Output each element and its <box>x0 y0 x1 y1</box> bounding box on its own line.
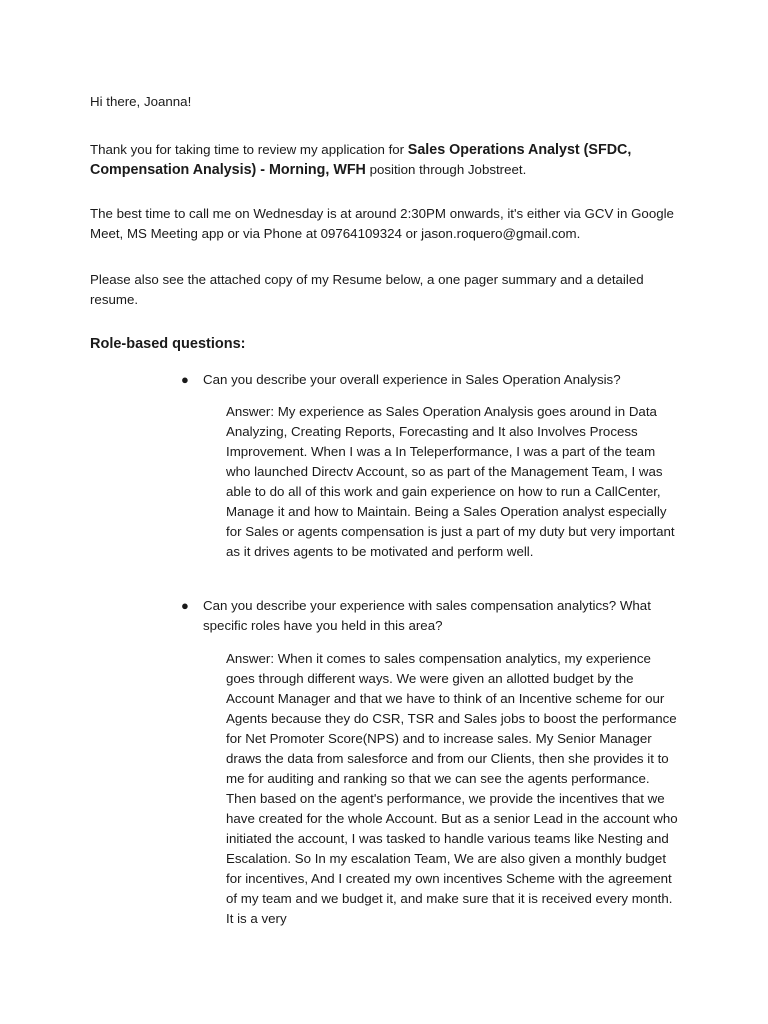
intro-paragraph <box>90 140 690 180</box>
position-title: Sales Operations Analyst (SFDC, Compensation Analysis) - Morning, WFH <box>90 142 632 178</box>
question-text: Can you describe your experience with sales compensation analytics? What specific roles have you held in this area? <box>203 598 651 633</box>
attachments-paragraph: Please also see the attached copy of my Resume below, a one pager summary and a detailed resume. <box>90 272 644 307</box>
intro-suffix: position through Jobstreet. <box>365 162 527 177</box>
question-text: Can you describe your overall experience in Sales Operation Analysis? <box>203 372 621 387</box>
call-time-paragraph: The best time to call me on Wednesday is at around 2:30PM onwards, it's either via GCV in Google Meet, MS Meeting app or via Phone at 09764109324 or jason.roquero@gmail.com. <box>90 206 674 241</box>
bullet-icon: ● <box>181 598 189 613</box>
question-item <box>181 370 681 390</box>
answer-text: Answer: My experience as Sales Operation Analysis goes around in Data Analyzing, Creating Reports, Forecasting and It also Involves Process Improvement. When I was a In Teleperformance, I was a part of the team who launched Directv Account, so as part of the Management Team, I was able to do all of this work and gain experience on how to run a CallCenter, Manage it and how to Maintain. Being a Sales Operation analyst especially for Sales or agents compensation is just a part of my duty but very important as it drives agents to be motivated and perform well. <box>226 404 675 559</box>
section-heading: Role-based questions: <box>90 336 246 352</box>
answer-text: Answer: When it comes to sales compensation analytics, my experience goes through different ways. We were given an allotted budget by the Account Manager and that we have to think of an Incentive scheme for our Agents because they do CSR, TSR and Sales jobs to boost the performance for Net Promoter Score(NPS) and to increase sales. My Senior Manager draws the data from salesforce and from our Clients, then she provides it to me for auditing and ranking so that we can see the agents performance. Then based on the agent's performance, we provide the incentives that we have created for the whole Account. But as a senior Lead in the account who initiated the account, I was tasked to handle various teams like Nesting and Escalation. So In my escalation Team, We are also given a monthly budget for incentives, And I created my own incentives Scheme with the agreement of my team and we budget it, and make sure that it is received every month. It is a very <box>226 651 678 926</box>
question-item <box>181 596 681 636</box>
intro-prefix: Thank you for taking time to review my application for <box>90 142 408 157</box>
greeting: Hi there, Joanna! <box>90 94 192 109</box>
bullet-icon: ● <box>181 372 189 387</box>
